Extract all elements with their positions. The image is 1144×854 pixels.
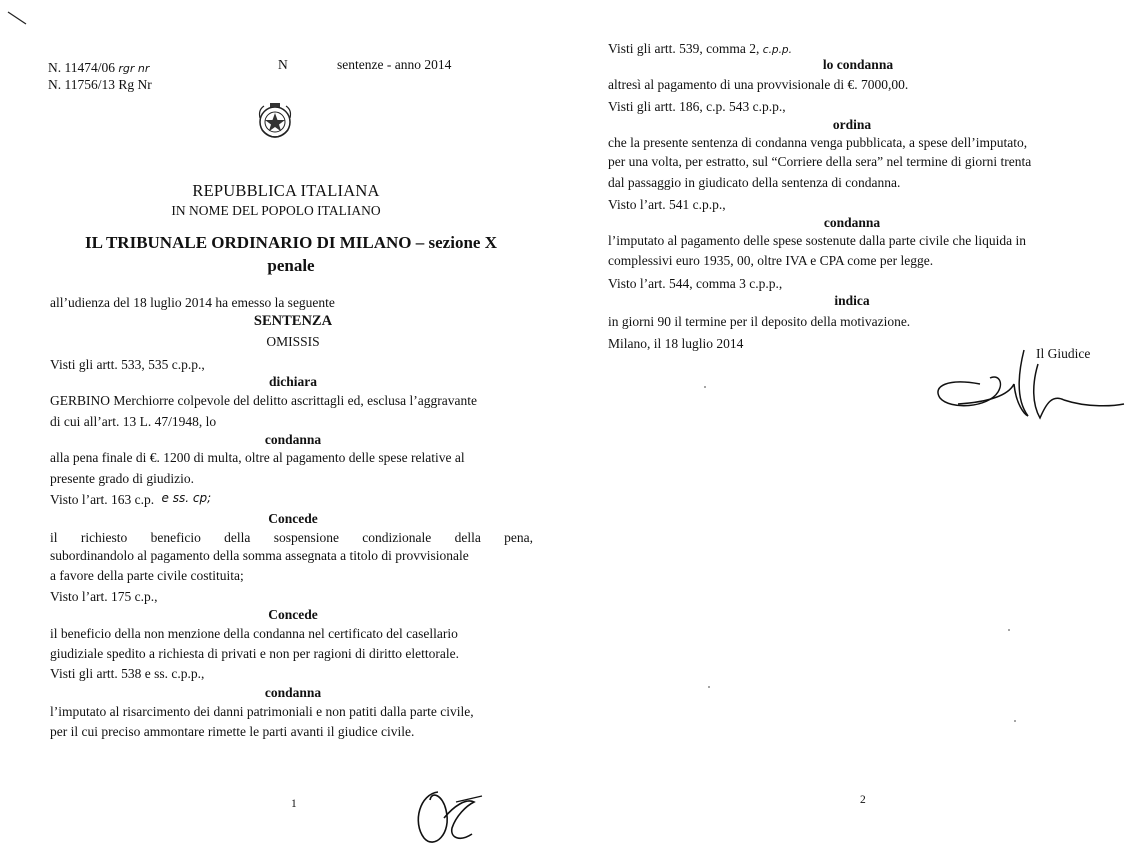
- provvisionale-line: altresì al pagamento di una provvisionale di €. 7000,00.: [608, 77, 909, 92]
- scan-mark: [6, 8, 28, 30]
- pubblicazione-line-1: che la presente sentenza di condanna venga pubblicata, a spese dell’imputato,: [608, 135, 1028, 150]
- visto-163: Visto l’art. 163 c.p. e ss. cp;: [50, 491, 212, 507]
- visto-541: Visto l’art. 541 c.p.p.,: [608, 197, 726, 212]
- handwritten-e-ss-cp: e ss. cp;: [161, 491, 212, 505]
- gerbino-line-1: GERBINO Merchiorre colpevole del delitto ascrittagli ed, esclusa l’aggravante: [50, 393, 477, 408]
- beneficio-line-3: a favore della parte civile costituita;: [50, 568, 244, 583]
- speck: [1008, 629, 1010, 631]
- indica-heading: indica: [834, 293, 870, 308]
- omissis: OMISSIS: [266, 334, 320, 349]
- judge-signature: [928, 344, 1128, 424]
- in-name-of-people: IN NOME DEL POPOLO ITALIANO: [171, 203, 381, 218]
- pubblicazione-line-2: per una volta, per estratto, sul “Corriere della sera” nel termine di giorni trenta: [608, 154, 1032, 169]
- visti-538: Visti gli artt. 538 e ss. c.p.p.,: [50, 666, 205, 681]
- place-date: Milano, il 18 luglio 2014: [608, 336, 744, 351]
- spese-line-2: complessivi euro 1935, 00, oltre IVA e CPA come per legge.: [608, 253, 934, 268]
- page-number-1: 1: [291, 798, 297, 810]
- non-menzione-line-1: il beneficio della non menzione della condanna nel certificato del casellario: [50, 626, 458, 641]
- risarcimento-line-1: l’imputato al risarcimento dei danni patrimoniali e non patiti dalla parte civile,: [50, 704, 474, 719]
- tribunal-title: IL TRIBUNALE ORDINARIO DI MILANO – sezione X: [85, 233, 497, 252]
- ordina-heading: ordina: [832, 117, 872, 132]
- sentence-number-label: N: [278, 57, 288, 72]
- beneficio-line-2: subordinandolo al pagamento della somma assegnata a titolo di provvisionale: [50, 548, 469, 563]
- speck: [708, 686, 710, 688]
- speck: [1014, 720, 1016, 722]
- visti-533-535: Visti gli artt. 533, 535 c.p.p.,: [50, 357, 205, 372]
- republic-heading: REPUBBLICA ITALIANA: [192, 181, 380, 200]
- condanna-heading-1: condanna: [264, 432, 322, 447]
- tribunal-title-penale: penale: [267, 256, 315, 275]
- page-2: [572, 0, 1144, 854]
- deposito-motivazione-line: in giorni 90 il termine per il deposito della motivazione.: [608, 314, 911, 329]
- visto-544: Visto l’art. 544, comma 3 c.p.p.,: [608, 276, 783, 291]
- pena-line-2: presente grado di giudizio.: [50, 471, 194, 486]
- spese-line-1: l’imputato al pagamento delle spese sostenute dalla parte civile che liquida in: [608, 233, 1026, 248]
- republic-emblem-icon: [256, 100, 294, 144]
- pena-line-1: alla pena finale di €. 1200 di multa, oltre al pagamento delle spese relative al: [50, 450, 465, 465]
- handwritten-rgr-nr: rgr nr: [118, 62, 150, 75]
- visto-175: Visto l’art. 175 c.p.,: [50, 589, 158, 604]
- page-number-2: 2: [860, 794, 866, 806]
- case-number-1: N. 11474/06 rgr nr: [48, 60, 150, 75]
- case-number-2: N. 11756/13 Rg Nr: [48, 77, 152, 92]
- non-menzione-line-2: giudiziale spedito a richiesta di privati e non per ragioni di diritto elettorale.: [50, 646, 459, 661]
- handwritten-cpp: c.p.p.: [762, 44, 792, 56]
- gerbino-line-2: di cui all’art. 13 L. 47/1948, lo: [50, 414, 217, 429]
- sentences-year: sentenze - anno 2014: [337, 57, 452, 72]
- beneficio-line-1: il richiesto beneficio della sospensione condizionale della pena,: [50, 530, 533, 545]
- concede-heading-1: Concede: [268, 511, 318, 526]
- sentenza-heading: SENTENZA: [253, 313, 333, 329]
- lo-condanna-heading: lo condanna: [822, 57, 894, 72]
- initials-signature: [410, 772, 490, 854]
- hearing-date-line: all’udienza del 18 luglio 2014 ha emesso la seguente: [50, 295, 335, 310]
- dichiara-heading: dichiara: [268, 374, 317, 389]
- visti-539: Visti gli artt. 539, comma 2, c.p.p.: [608, 41, 792, 56]
- condanna-heading-2: condanna: [264, 685, 322, 700]
- visti-186-543: Visti gli artt. 186, c.p. 543 c.p.p.,: [608, 99, 786, 114]
- speck: [704, 386, 706, 388]
- concede-heading-2: Concede: [268, 607, 318, 622]
- risarcimento-line-2: per il cui preciso ammontare rimette le parti avanti il giudice civile.: [50, 724, 415, 739]
- condanna-heading-3: condanna: [823, 215, 881, 230]
- pubblicazione-line-3: dal passaggio in giudicato della sentenza di condanna.: [608, 175, 901, 190]
- judge-label: Il Giudice: [1036, 346, 1091, 361]
